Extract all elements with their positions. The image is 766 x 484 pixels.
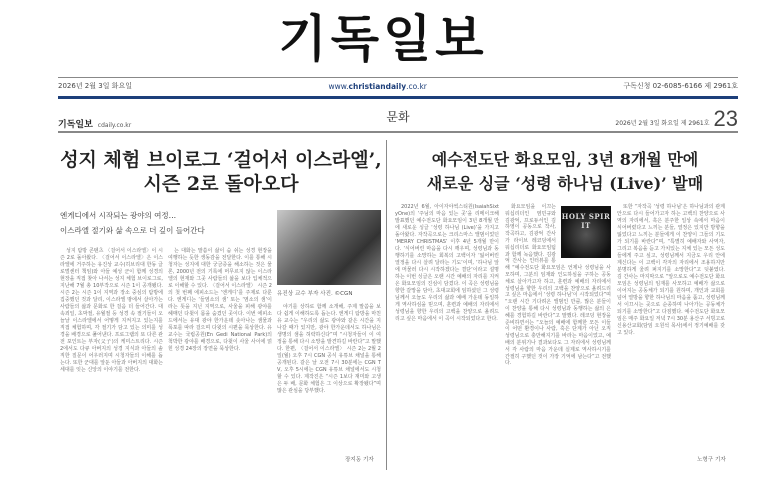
- url-prefix: www.: [328, 81, 349, 91]
- issue-date: 2026년 2월 3일 화요일: [58, 82, 132, 90]
- subhead-2: 이스라엘 절기와 삶 속으로 더 깊이 들어간다: [60, 226, 205, 235]
- left-byline: 장지동 기자: [345, 457, 374, 463]
- left-article-column-2: [168, 248, 272, 353]
- headline-line-1: 성지 체험 브이로그 ‘걸어서 이스라엘’,: [60, 149, 382, 171]
- column-text: 야기를 상하로 함께 소개해, 주제 말씀을 보다 쉽게 이해하도록 돕는다. 엔게디 탐방을 마친 유 교수는 “우리의 삶도 광야와 같은 시간을 지나갈 때가 있지만, 광야 한가운데서도 하나님은 생명의 샘을 허락하신다”며 “시청자들이 이 여정을 통해 다시 소망을 발견하길 바란다”고 말했다. 한편, 〈걸어서 이스라엘〉 시즌 2는 2월 2일(월) 오후 7시 CGN 공식 유튜브 채널을 통해 공개된다. 같은 날 오전 7시 30분에는 CGN TV, 오후 5시에는 CGN 유튜브 채널에서도 시청할 수 있다. 제작진은 “시즌 1보다 재미와 고생은 두 배, 문화 체험은 그 이상으로 확장됐다”며 많은 관심을 당부했다.: [277, 304, 381, 394]
- photo-caption: 유진상 교수 부자 사진. ©CGN: [277, 291, 353, 297]
- subhead-1: 엔게디에서 시작되는 광야의 여정…: [60, 211, 177, 220]
- column-text: 또한 “자작곡 ‘성령 하나님’은 하나님과의 관계 안으로 다시 들어가고자 하는 고백의 찬양으로 사역의 자리에서, 혹은 분주한 일상 속에서 마음이 식어버렸다고 느끼는 분들, 열정은 있지만 방향을 잃었다고 느끼는 분들에게 이 찬양이 그들의 기도가 되기를 바란다”며, “특별히 예배자와 사역자, 그리고 복음을 듣고 가치있는 지체 있는 모든 성도들에게 주고 싶고, 성령님께서 지금도 우리 안에 계신다는 이 고백이 각자의 자리에서 조용하지만 분명하게 울려 퍼지기를 소망한다”고 덧붙였다. 김 간사는 마지막으로 “앞으로도 예수전도단 화요모임은 성령님의 임재를 사모하고 예배가 삶으로 이어지는 공동체가 되기를 원하며, 개인과 교회를 넘어 열방을 향한 하나님의 마음을 품고, 성령님께서 이끄시는 곳으로 순종하며 나아가는 공동체가 되기를 소망한다”고 다짐했다. 예수전도단 화요모임은 매주 화요일 저녁 7시 30분 용산구 서빙고로 신용산교회(담임 오원석 목사)에서 정기예배를 갖고 있다.: [617, 204, 725, 336]
- masthead-info-row: [58, 80, 738, 92]
- left-article-column-1: [60, 248, 163, 374]
- headline-line-1: 예수전도단 화요모임, 3년 8개월 만에: [431, 150, 699, 169]
- right-article-column-3: [617, 204, 725, 337]
- headline-line-2: 시즌 2로 돌아오다: [143, 173, 299, 195]
- url-suffix: .co.kr: [406, 81, 427, 91]
- left-article-subheads: [60, 208, 260, 238]
- website-link[interactable]: [328, 82, 426, 91]
- top-rule: [58, 77, 738, 78]
- left-article-column-3: [277, 304, 381, 395]
- right-article-headline: [392, 148, 738, 196]
- right-article-column-2: [505, 204, 611, 367]
- headline-line-2: 새로운 싱글 ‘성령 하나님 (Live)’ 발매: [426, 174, 704, 193]
- brand-url: cdaily.co.kr: [97, 122, 132, 129]
- url-domain: christiandaily: [348, 81, 407, 91]
- masthead-title: 기독일보: [278, 10, 488, 68]
- brand-name: 기독일보: [58, 120, 93, 130]
- issue-text: 2026년 2월 3일 화요일 제 2961호: [615, 120, 710, 127]
- subscribe-info: 구독신청 02-6085-6166 제 2961호: [623, 82, 738, 90]
- section-name: 문화: [386, 110, 410, 124]
- father-son-photo: [277, 210, 381, 285]
- section-rule: [58, 131, 738, 133]
- page-number: 23: [713, 106, 738, 131]
- section-header: [58, 108, 738, 130]
- blue-rule: [58, 96, 738, 99]
- column-text: 성지 탐방 콘텐츠 〈걸어서 이스라엘〉이 시즌 2로 돌아왔다. 〈걸어서 이스라엘〉은 이스라엘에 거주하는 유진상 교수(히브리대 한동 글로벌센터 책임)와 아들 예성 군이 함께 성경의 현장을 직접 찾아 나서는 성지 체험 브이로그로, 지난해 7월 총 10부작으로 시즌 1이 공개됐다. 시즌 2는 시즌 1이 지역과 장소 중심의 탐방에 집중했던 것과 달리, 이스라엘 땅에서 살아가는 사람들의 삶과 문화로 한 걸음 더 들어간다. 대속죄일, 초막절, 유월절 등 성경 속 절기들이 오늘날 이스라엘에서 어떻게 지켜지고 있는지를 직접 체험하며, 각 절기가 담고 있는 의미를 성경을 배경으로 풀어낸다. 프로그램의 또 다른 관전 포인트는 부자(父子)의 케미스트리다. 시즌 2에서도 다큐 아버지의 성경 지식과 아들의 솔직한 질문이 어우러지며 시청자들의 이해를 돕는다. 또한 군대를 앞둔 아들과 아버지의 대화는 세대를 잇는 신앙의 이야기를 전한다.: [60, 248, 163, 373]
- right-article-column-1: [395, 204, 499, 323]
- left-article-headline: [58, 148, 384, 196]
- column-text: 는 대화는 말씀이 삶이 숨 쉬는 성경 현장을 여행하는 듯한 생동감을 전달한다. 이를 통해 시청자는 성지에 대한 궁금증을 해소하는 것은 물론, 2000년 전의 기록에 머무르지 않는 이스라엘의 현재와 그곳 사람들의 삶을 보다 입체적으로 이해할 수 있다. 〈걸어서 이스라엘〉 시즌 2의 첫 번째 에피소드는 ‘엔게디’를 주제로 다룬다. 엔게디는 ‘들염소의 샘’ 또는 ‘염소의 샘’이라는 뜻을 지닌 지역으로, 사울을 피해 광야를 헤매던 다윗이 몸을 숨겼던 곳이다. 이번 에피소드에서는 유대 광야 한가운데 솟아나는 샘물과 폭포를 따라 걸으며 다윗의 시편을 묵상한다. 유 교수는 국립공원(En Gedi National Park)의 척박한 광야를 배경으로, 다윗이 사울 사이에 얽힌 성경 24장의 장면을 묵상한다.: [168, 248, 272, 352]
- album-cover: HOLY SPIRIT: [561, 206, 611, 258]
- column-text: 화요모임을 이끄는 워십리더인 염민규와 김광억, 프로듀서인 김하영이 공동으로 작사, 작곡하고, 김광억 간사가 라이브 레코딩에서 워십리더로 화요모임팀과 함께 녹음했다. 김광억 간사는 인터뷰를 통해 “예수전도단 화요모임은 언제나 성령님을 사모하며, 그분의 임재와 인도하심을 구하는 공동체로 살아가고자 하고, 훈련과 예배의 자리에서 성령님을 향한 우리의 고백을 찬양으로 올려드리고 싶은 마음에서 ‘성령 하나님’이 시작되었다”며 “오랜 시간 기다려온 앨범인 만큼, 많은 분들이 이 찬양을 통해 다시 성령님과 동행하는 삶의 은혜를 경험하길 바란다”고 말했다. 레코딩 현장을 준비하면서는 “오늘의 예배에 함께한 모든 이들이 어떤 환경이나 사람, 혹은 단계가 아닌 오직 성령님으로 충만해지기를 바라는 마음이었고, 예배의 분위기나 결과보다도 그 자리에서 성령님께서 각 사람의 마음 가운데 실제로 역사하시기를 간절히 구했던 것이 가장 기억에 남는다”고 전했다.: [505, 204, 611, 367]
- column-divider: [386, 140, 387, 470]
- column-text: 2022년 6월, 아이자야씩스티원(IsaiahSixtyOne)의 ‘주님의 마음 있는 곳’을 리메이크해 발표했던 예수전도단 화요모임이 3년 8개월 만에 새로운 싱글 ‘성령 하나님 (Live)’을 가지고 돌아왔다. 자작곡으로는 크리스마스 앨범이었던 ‘MERRY CHRISTMAS’ 이후 4년 5개월 만이다. ‘식어버린 마음을 다시 깨우며, 성령님과 동행하기를 소망하는 회복의 고백이자 ‘잃어버린 열정을 다시 살려 달라는 기도’이며, ‘하나님 앞에 머물러 다시 시작하겠다는 결단’이라고 설명하는 이번 싱글은 오랜 시간 예배의 자리를 지켜온 화요모임의 진심이 담겼다. 이 곡은 성령님을 향한 갈망을 담아, 초대교회에 임하셨던 그 성령님께서 오늘도 우리의 삶과 예배 가운데 동일하게 역사하심을 믿으며, 훈련과 예배의 자리에서 성령님을 향한 우리의 고백을 찬양으로 올려드리고 싶은 마음에서 이 곡이 시작되었다고 한다.: [395, 204, 499, 322]
- right-byline: 노형구 기자: [697, 457, 726, 463]
